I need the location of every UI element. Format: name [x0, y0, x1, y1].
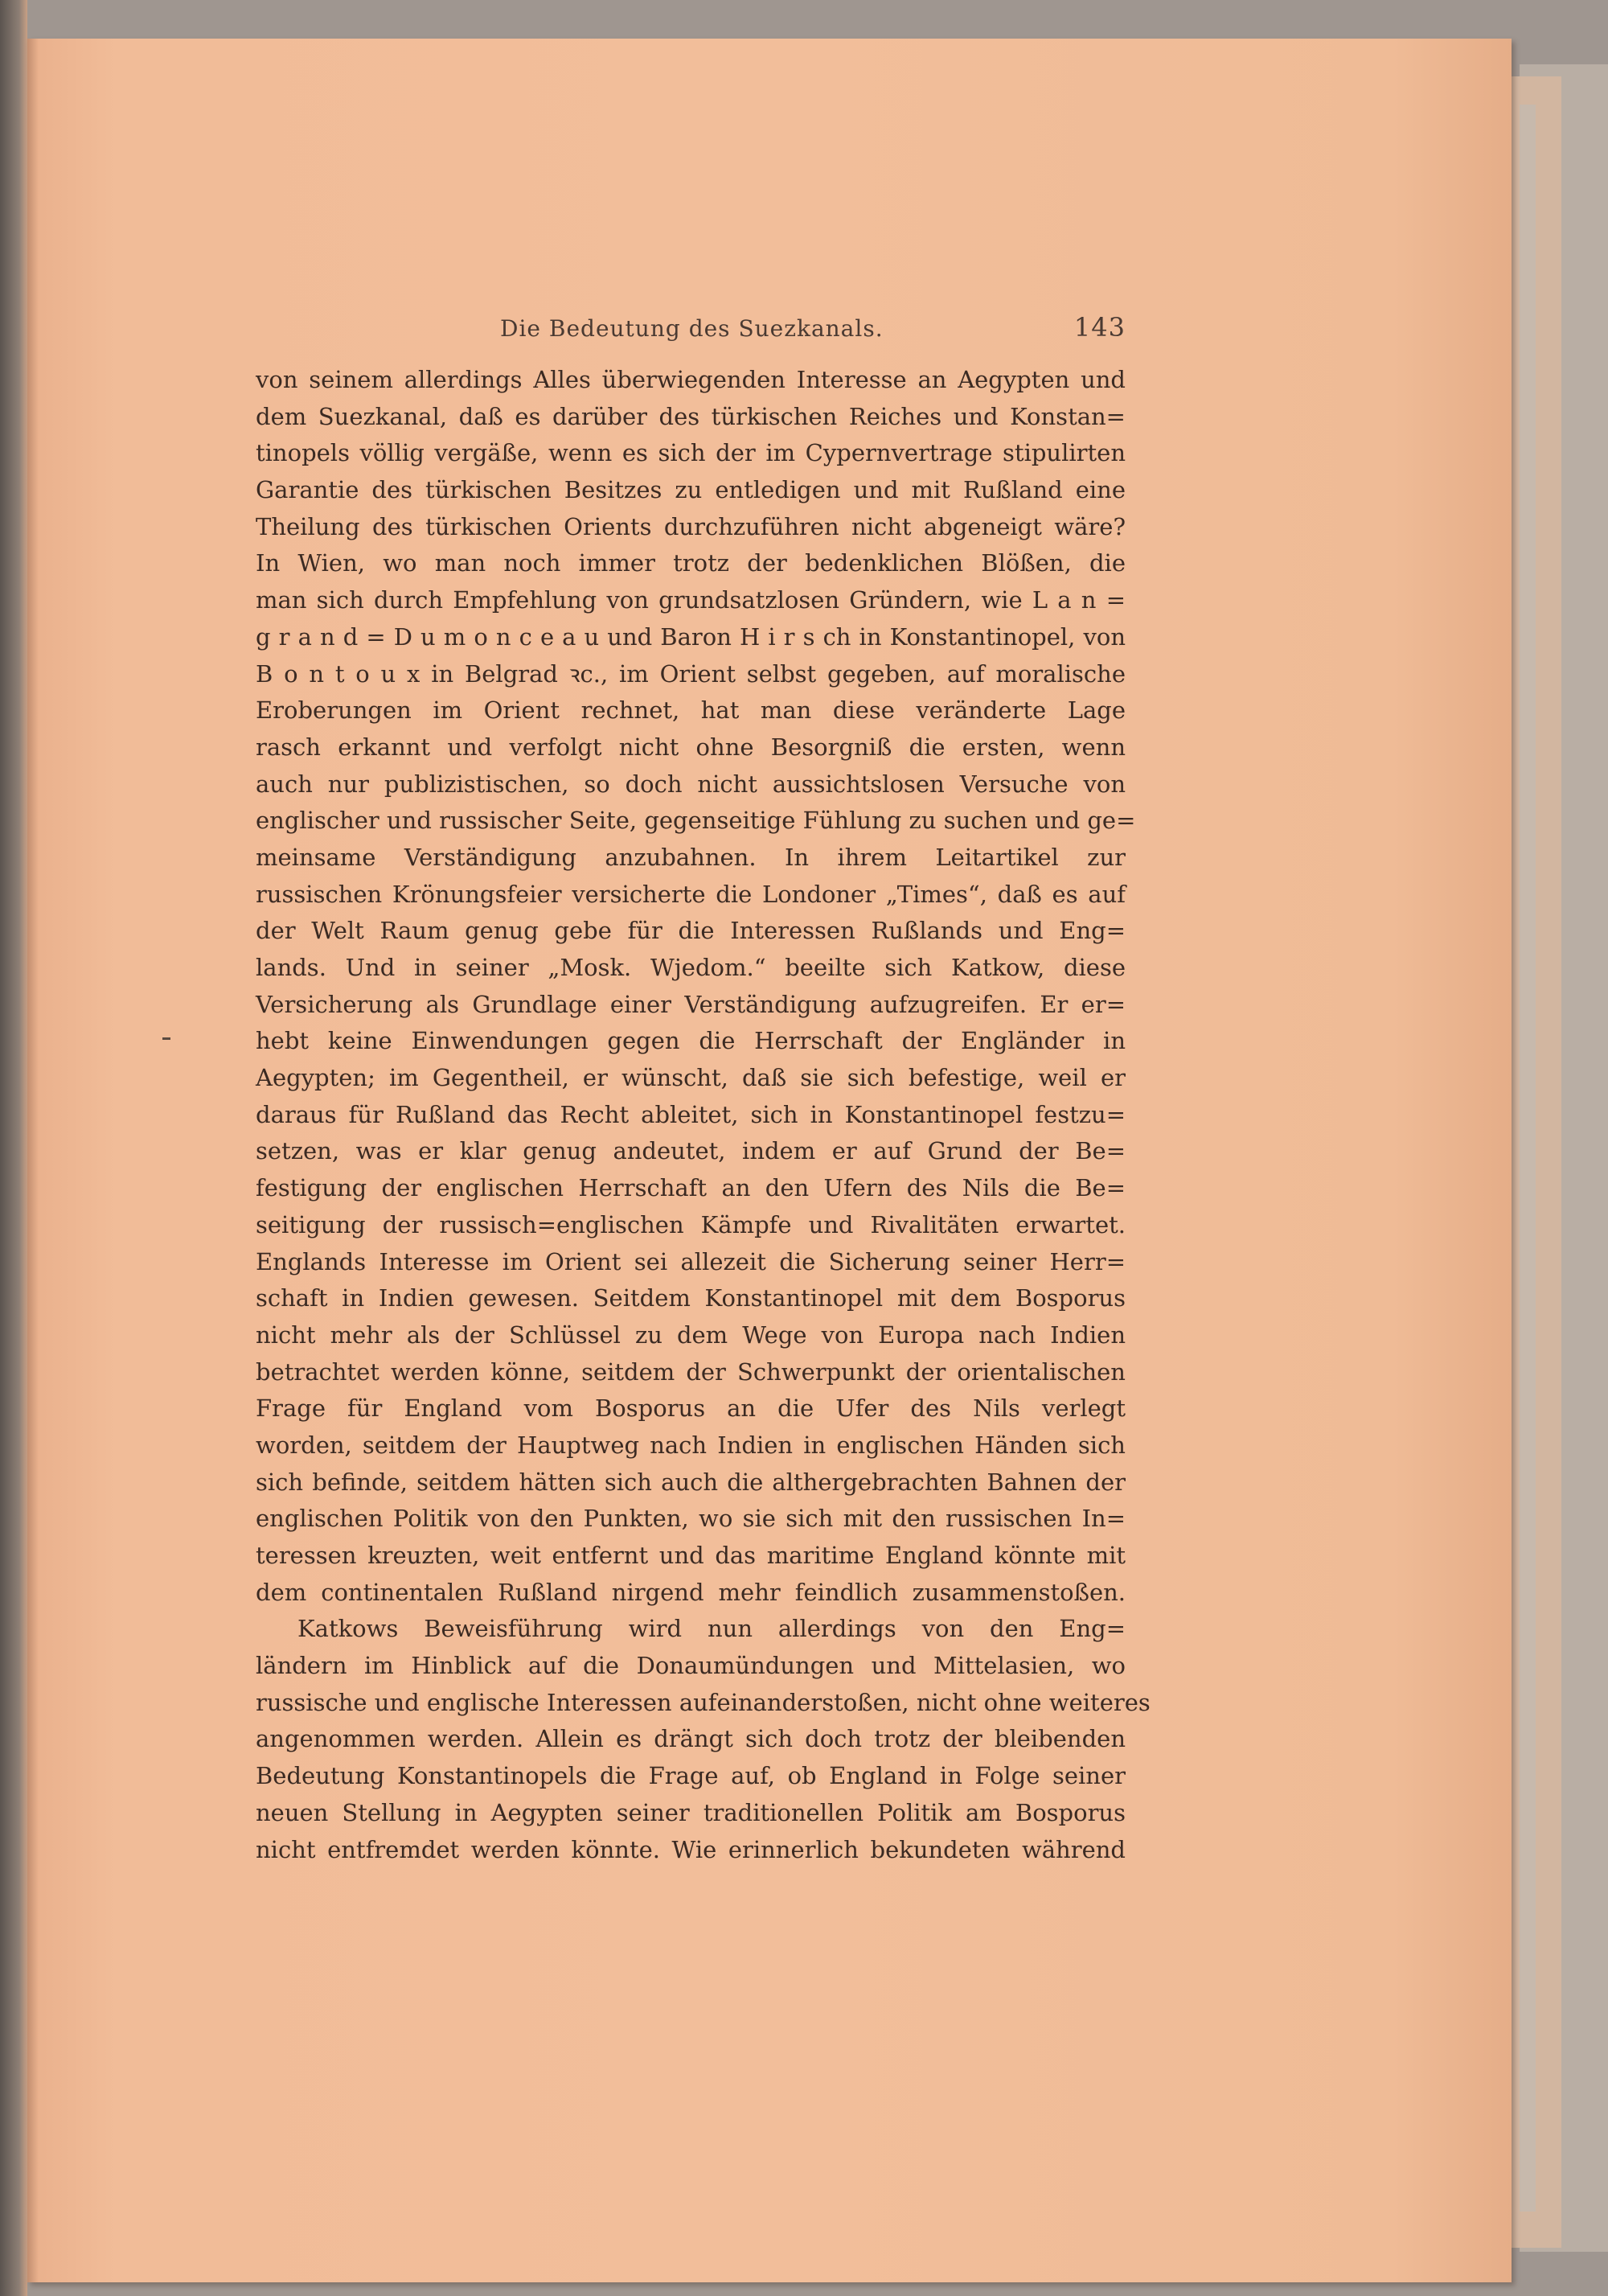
text-line: B o n t o u x in Belgrad ꝛc., im Orient selbst gegeben, auf moralische	[256, 659, 1126, 688]
text-line: betrachtet werden könne, seitdem der Schwerpunkt der orientalischen	[256, 1357, 1126, 1386]
text-line: englischen Politik von den Punkten, wo sie sich mit den russischen In=	[256, 1505, 1126, 1533]
text-line: daraus für Rußland das Recht ableitet, sich in Konstantinopel festzu=	[256, 1100, 1126, 1128]
text-line: lands. Und in seiner „Mosk. Wjedom.“ beeilte sich Katkow, diese	[256, 954, 1126, 981]
text-line: man sich durch Empfehlung von grundsatzlosen Gründern, wie L a n =	[256, 586, 1126, 614]
text-line: festigung der englischen Herrschaft an den Ufern des Nils die Be=	[256, 1174, 1126, 1202]
text-line: worden, seitdem der Hauptweg nach Indien in englischen Händen sich	[256, 1431, 1126, 1459]
text-line: meinsame Verständigung anzubahnen. In ihrem Leitartikel zur	[256, 843, 1126, 871]
text-line: g r a n d = D u m o n c e a u und Baron H i r s ch in Konstantinopel, von	[256, 622, 1126, 651]
text-line: rasch erkannt und verfolgt nicht ohne Besorgniß die ersten, wenn	[256, 733, 1126, 761]
binding-shadow	[0, 0, 27, 2296]
text-line: der Welt Raum genug gebe für die Interessen Rußlands und Eng=	[256, 917, 1126, 945]
text-line: Bedeutung Konstantinopels die Frage auf, ob England in Folge seiner	[256, 1762, 1126, 1790]
body-text	[256, 362, 1151, 1868]
running-title: Die Bedeutung des Suezkanals.	[500, 315, 884, 342]
text-line: hebt keine Einwendungen gegen die Herrschaft der Engländer in	[256, 1027, 1126, 1055]
text-line: nicht mehr als der Schlüssel zu dem Wege von Europa nach Indien	[256, 1321, 1126, 1349]
text-line: angenommen werden. Allein es drängt sich doch trotz der bleibenden	[256, 1725, 1126, 1753]
paragraph-1	[256, 362, 1136, 1611]
text-line: von seinem allerdings Alles überwiegenden Interesse an Aegypten und	[256, 366, 1126, 393]
text-line: seitigung der russisch=englischen Kämpfe und Rivalitäten erwartet.	[256, 1210, 1126, 1238]
text-line: sich befinde, seitdem hätten sich auch die althergebrachten Bahnen der	[256, 1468, 1126, 1496]
text-line: Frage für England vom Bosporus an die Ufer des Nils verlegt	[256, 1394, 1126, 1423]
text-line: neuen Stellung in Aegypten seiner traditionellen Politik am Bosporus	[256, 1798, 1126, 1826]
text-line: russische und englische Interessen aufeinanderstoßen, nicht ohne weiteres	[256, 1688, 1151, 1716]
text-line: schaft in Indien gewesen. Seitdem Konstantinopel mit dem Bosporus	[256, 1284, 1126, 1312]
text-line: Aegypten; im Gegentheil, er wünscht, daß sie sich befestige, weil er	[256, 1064, 1126, 1092]
text-line: setzen, was er klar genug andeutet, indem er auf Grund der Be=	[256, 1137, 1126, 1165]
page-edge-strip	[1520, 105, 1536, 2212]
text-line: Theilung des türkischen Orients durchzuführen nicht abgeneigt wäre?	[256, 512, 1126, 540]
page-header	[235, 310, 1126, 351]
text-line: tinopels völlig vergäße, wenn es sich der im Cypernvertrage stipulirten	[256, 439, 1126, 467]
text-line: ländern im Hinblick auf die Donaumündungen und Mittelasien, wo	[256, 1652, 1126, 1680]
text-line: nicht entfremdet werden könnte. Wie erinnerlich bekundeten während	[256, 1835, 1126, 1863]
text-line: dem continentalen Rußland nirgend mehr feindlich zusammenstoßen.	[256, 1578, 1126, 1606]
margin-mark	[162, 1037, 170, 1040]
page-fold-shadow	[27, 39, 39, 2282]
paragraph-2	[256, 1611, 1151, 1868]
text-line: Katkows Beweisführung wird nun allerdings von den Eng=	[297, 1615, 1126, 1643]
text-line: russischen Krönungsfeier versicherte die Londoner „Times“, daß es auf	[256, 880, 1126, 908]
text-line: Garantie des türkischen Besitzes zu entledigen und mit Rußland eine	[256, 476, 1126, 504]
text-line: auch nur publizistischen, so doch nicht aussichtslosen Versuche von	[256, 770, 1126, 798]
text-line: Eroberungen im Orient rechnet, hat man diese veränderte Lage	[256, 696, 1126, 725]
page-number: 143	[1073, 312, 1126, 343]
text-line: englischer und russischer Seite, gegenseitige Fühlung zu suchen und ge=	[256, 807, 1136, 835]
text-line: dem Suezkanal, daß es darüber des türkischen Reiches und Konstan=	[256, 402, 1126, 430]
text-line: Englands Interesse im Orient sei allezeit die Sicherung seiner Herr=	[256, 1247, 1126, 1275]
text-line: teressen kreuzten, weit entfernt und das maritime England könnte mit	[256, 1542, 1126, 1569]
text-line: In Wien, wo man noch immer trotz der bedenklichen Blößen, die	[256, 549, 1126, 577]
text-line: Versicherung als Grundlage einer Verständigung aufzugreifen. Er er=	[256, 990, 1126, 1018]
